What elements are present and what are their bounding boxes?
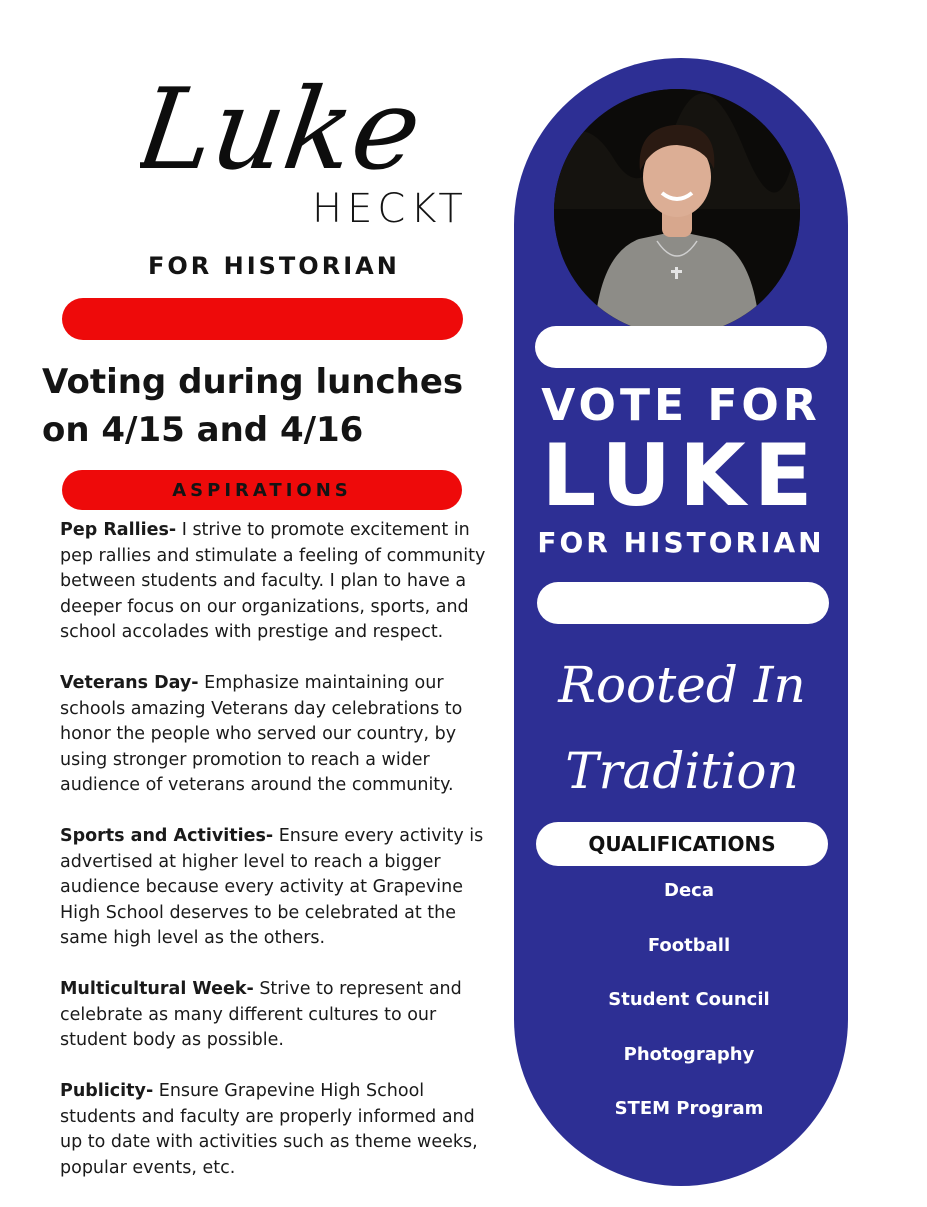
aspiration-text: Emphasize maintaining our schools amazing Veterans day celebrations to honor the people who served our country, by using stronger promotion to reach a wider audience of veterans around the community.: [60, 673, 463, 795]
white-divider-top: [535, 326, 827, 368]
aspirations-title: ASPIRATIONS: [172, 479, 352, 501]
aspiration-heading: Multicultural Week-: [60, 979, 254, 999]
red-divider-bar: [62, 298, 463, 340]
svg-text:Luke: Luke: [140, 64, 429, 195]
white-divider-bottom: [537, 582, 829, 624]
voting-line-1: Voting during lunches: [42, 362, 464, 402]
aspiration-text: Ensure every activity is advertised at higher level to reach a bigger audience because every activity at Grapevine High School deserves to be celebrated at the same high level as the others.: [60, 826, 484, 948]
candidate-photo: [554, 89, 800, 335]
aspiration-item: [60, 977, 500, 1054]
first-name-script: [140, 50, 460, 200]
for-historian-heading: FOR HISTORIAN: [148, 252, 400, 280]
qualifications-banner: [536, 822, 828, 866]
aspiration-heading: Veterans Day-: [60, 673, 199, 693]
voting-info: [42, 358, 502, 454]
aspirations-list: [60, 518, 500, 1207]
aspiration-text: I strive to promote excitement in pep rallies and stimulate a feeling of community between students and faculty. I plan to have a deeper focus on our organizations, sports, and school accolades with prestige and respect.: [60, 520, 486, 642]
qualification-item: Deca: [664, 880, 714, 901]
last-name: HECKT: [312, 186, 468, 232]
for-historian-subheading: FOR HISTORIAN: [537, 526, 825, 559]
qualification-item: Student Council: [608, 989, 770, 1010]
qualification-item: STEM Program: [614, 1098, 764, 1119]
slogan-line-2: Tradition: [565, 742, 799, 800]
candidate-name-large: LUKE: [541, 426, 821, 526]
aspiration-item: [60, 1079, 500, 1181]
aspiration-text: Ensure Grapevine High School students and faculty are properly informed and up to date with activities such as theme weeks, popular events, etc.: [60, 1081, 478, 1178]
vote-for-heading: VOTE FOR: [541, 380, 821, 431]
aspiration-item: [60, 824, 500, 952]
voting-line-2: on 4/15 and 4/16: [42, 410, 364, 450]
aspiration-heading: Publicity-: [60, 1081, 154, 1101]
aspiration-item: [60, 671, 500, 799]
aspiration-item: [60, 518, 500, 646]
qualifications-title: QUALIFICATIONS: [588, 832, 776, 856]
qualification-item: Photography: [623, 1044, 755, 1065]
aspiration-heading: Sports and Activities-: [60, 826, 274, 846]
aspiration-text: Strive to represent and celebrate as many different cultures to our student body as possible.: [60, 979, 462, 1050]
slogan: [540, 640, 825, 810]
aspirations-banner: [62, 470, 462, 510]
aspiration-heading: Pep Rallies-: [60, 520, 177, 540]
slogan-line-1: Rooted In: [558, 656, 806, 714]
qualification-item: Football: [647, 935, 731, 956]
